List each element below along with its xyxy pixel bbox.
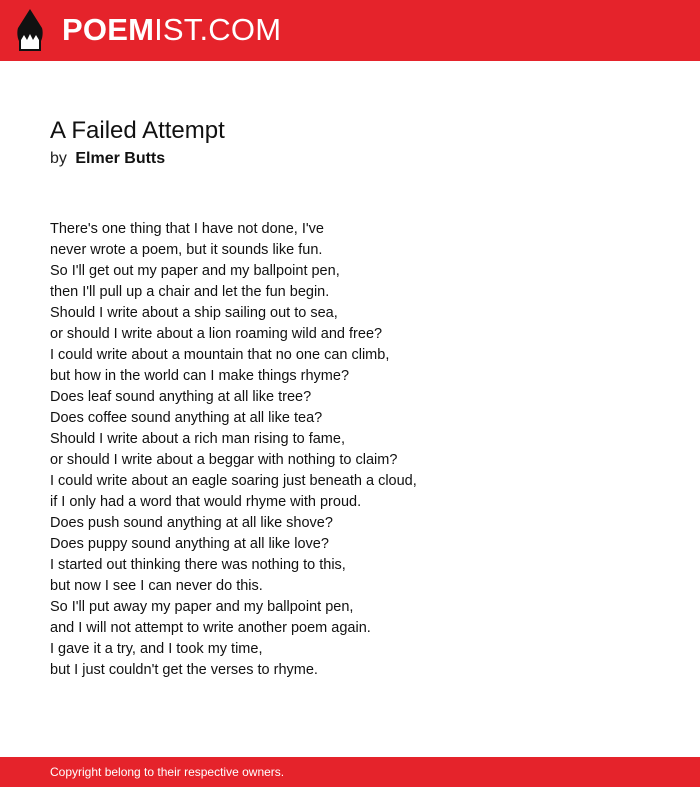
copyright-text: Copyright belong to their respective owners. (50, 765, 285, 779)
poem-line: Does coffee sound anything at all like tea? (50, 410, 323, 426)
poem-line: Should I write about a rich man rising to fame, (50, 431, 345, 447)
poem-line: but how in the world can I make things rhyme? (50, 368, 350, 384)
poem-title: A Failed Attempt (50, 117, 225, 144)
poem-line: Does puppy sound anything at all like love? (50, 536, 329, 552)
poem-line: I could write about a mountain that no one can climb, (50, 347, 390, 363)
poem-line: but now I see I can never do this. (50, 578, 263, 594)
poem-line: I gave it a try, and I took my time, (50, 641, 263, 657)
poem-line: or should I write about a lion roaming wild and free? (50, 326, 383, 342)
logo-light-text: IST.COM (154, 12, 282, 47)
poem-line: never wrote a poem, but it sounds like fun. (50, 242, 323, 258)
poem-line: Does leaf sound anything at all like tree? (50, 389, 312, 405)
poem-line: if I only had a word that would rhyme with proud. (50, 494, 362, 510)
poem-line: There's one thing that I have not done, I've (50, 221, 324, 237)
poem-line: Does push sound anything at all like shove? (50, 515, 333, 531)
byline (50, 148, 165, 170)
poem-line: I could write about an eagle soaring just beneath a cloud, (50, 473, 417, 489)
author-name: Elmer Butts (75, 150, 166, 167)
site-logo[interactable] (62, 12, 281, 48)
poem-line: So I'll get out my paper and my ballpoint pen, (50, 263, 340, 279)
by-label: by (50, 150, 67, 167)
site-footer (0, 757, 700, 787)
logo-bold-text: POEM (62, 12, 155, 47)
poem-line: So I'll put away my paper and my ballpoint pen, (50, 599, 354, 615)
poem-line: then I'll pull up a chair and let the fun begin. (50, 284, 330, 300)
poem-line: and I will not attempt to write another poem again. (50, 620, 371, 636)
poem-line: I started out thinking there was nothing to this, (50, 557, 346, 573)
pen-nib-icon[interactable] (17, 9, 43, 51)
site-header (0, 0, 700, 61)
poem-line: or should I write about a beggar with nothing to claim? (50, 452, 398, 468)
poem-line: Should I write about a ship sailing out to sea, (50, 305, 338, 321)
poem-line: but I just couldn't get the verses to rhyme. (50, 662, 318, 678)
poem-body (50, 219, 670, 681)
